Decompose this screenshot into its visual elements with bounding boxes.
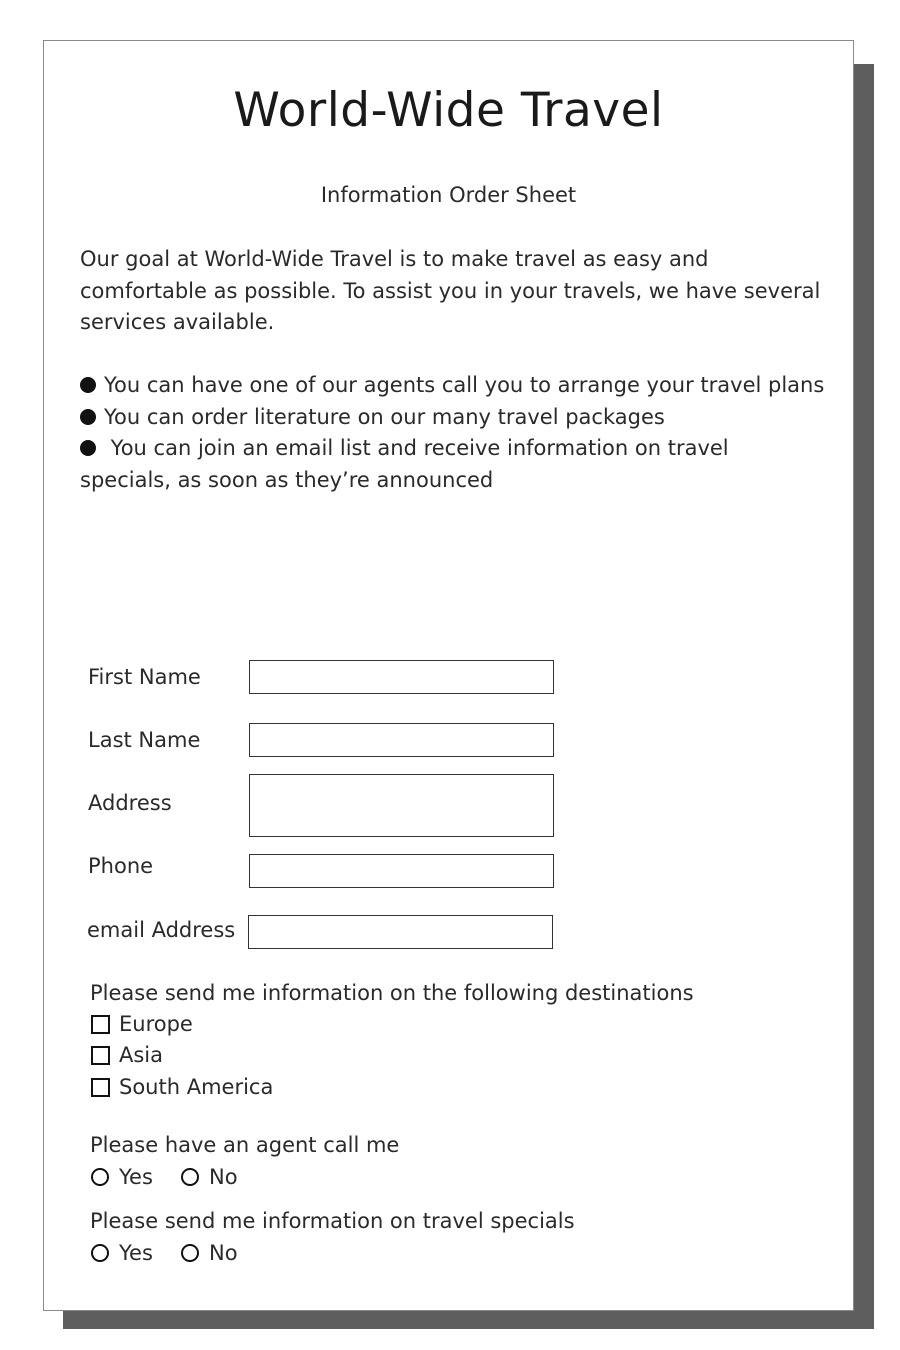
list-item-text: You can join an email list and receive information on travel specials, as soon as they’re announced [80, 436, 729, 492]
bullet-icon [80, 440, 96, 456]
destination-option-asia[interactable] [91, 1043, 163, 1067]
bullet-icon [80, 377, 96, 393]
order-sheet [43, 40, 854, 1311]
phone-input[interactable] [249, 854, 554, 888]
option-label: Yes [119, 1241, 153, 1265]
agent-call-no[interactable] [181, 1165, 238, 1189]
page-title: World-Wide Travel [233, 83, 664, 138]
first-name-input[interactable] [249, 660, 554, 694]
option-label: Europe [119, 1012, 193, 1036]
list-item-text: You can order literature on our many travel packages [104, 404, 665, 429]
intro-paragraph: Our goal at World-Wide Travel is to make travel as easy and comfortable as possible. To assist you in your travels, we have several services available. [80, 247, 821, 334]
option-label: No [209, 1165, 238, 1189]
agent-call-label: Please have an agent call me [90, 1133, 400, 1157]
specials-yes[interactable] [91, 1241, 153, 1265]
radio-icon[interactable] [181, 1168, 199, 1186]
option-label: South America [119, 1075, 274, 1099]
list-item [80, 402, 825, 434]
option-label: Yes [119, 1165, 153, 1189]
specials-no[interactable] [181, 1241, 238, 1265]
phone-label: Phone [88, 854, 154, 878]
checkbox-icon[interactable] [91, 1046, 110, 1065]
first-name-label: First Name [88, 665, 201, 689]
option-label: Asia [119, 1043, 164, 1067]
list-item [80, 433, 825, 496]
checkbox-icon[interactable] [91, 1078, 110, 1097]
agent-call-yes[interactable] [91, 1165, 153, 1189]
last-name-label: Last Name [88, 728, 201, 752]
checkbox-icon[interactable] [91, 1015, 110, 1034]
email-label: email Address [87, 918, 236, 942]
radio-icon[interactable] [181, 1244, 199, 1262]
email-input[interactable] [248, 915, 553, 949]
specials-label: Please send me information on travel specials [90, 1209, 575, 1233]
page-subtitle: Information Order Sheet [320, 183, 577, 207]
address-label: Address [88, 791, 172, 815]
destination-option-europe[interactable] [91, 1012, 193, 1036]
services-list [80, 370, 825, 496]
destination-option-south-america[interactable] [91, 1075, 273, 1099]
destinations-label: Please send me information on the following destinations [90, 981, 694, 1005]
radio-icon[interactable] [91, 1244, 109, 1262]
bullet-icon [80, 409, 96, 425]
option-label: No [209, 1241, 238, 1265]
last-name-input[interactable] [249, 723, 554, 757]
radio-icon[interactable] [91, 1168, 109, 1186]
list-item-text: You can have one of our agents call you to arrange your travel plans [104, 373, 825, 397]
list-item [80, 370, 825, 402]
address-input[interactable] [249, 774, 554, 837]
